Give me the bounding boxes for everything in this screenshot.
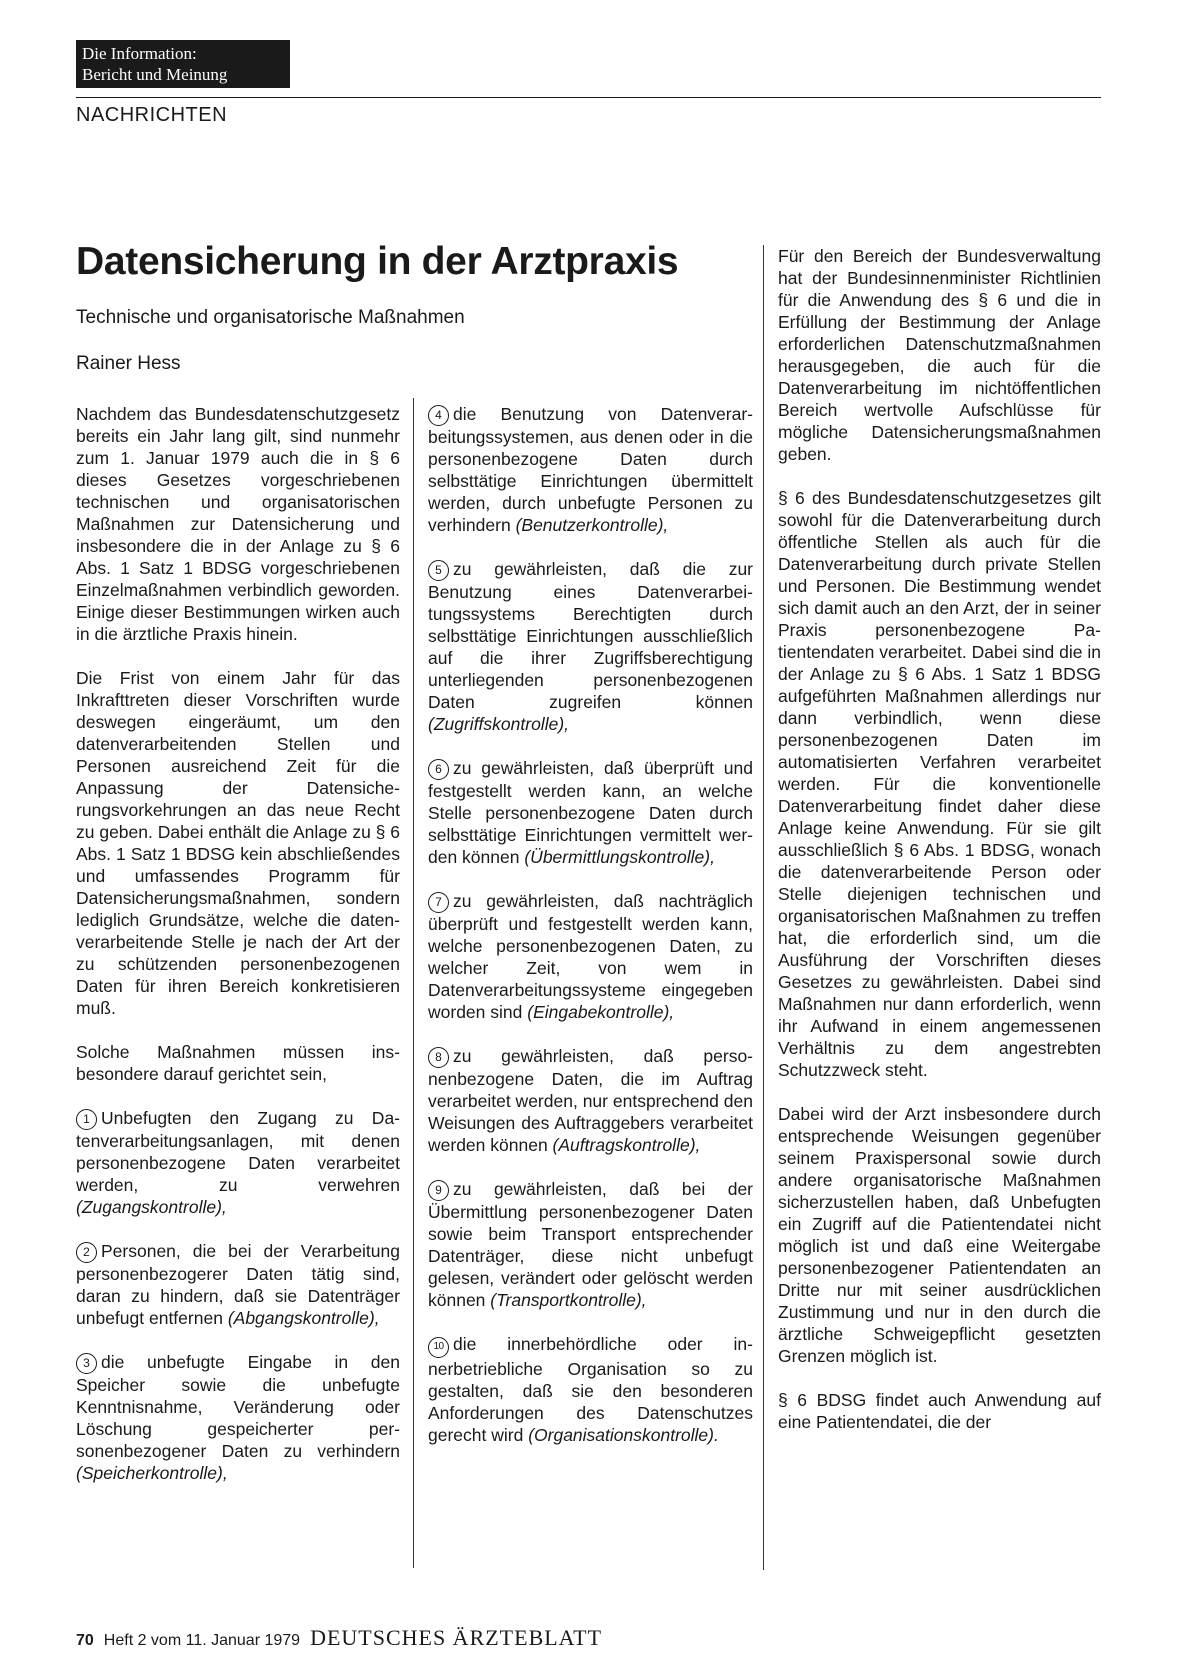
- list-item: [428, 403, 753, 536]
- circled-number: 4: [428, 405, 449, 426]
- brand-line-1: Die Information:: [82, 44, 197, 63]
- paragraph: Für den Bereich der Bundesverwaltung hat der Bundesinnenminister Richtlinien für die Anwendung des § 6 und die in Erfüllung der Bestimmung der Anlage erforderlichen Datenschutzmaßnahmen herausgegeben, die auch für die Datenverarbeitung im nichtöffentlichen Bereich wertvolle Aufschlüsse für mögliche Datensicherungsmaßnahmen geben.: [778, 246, 1101, 464]
- item-label: (Transportkontrolle),: [490, 1290, 647, 1310]
- circled-number: 5: [428, 560, 449, 581]
- column-rule-2: [763, 245, 764, 1570]
- column-3: [778, 245, 1101, 1433]
- item-label: (Benutzerkontrolle),: [515, 515, 669, 535]
- item-text: die innerbehördliche oder innerbetriebliche Organisation so zu gestalten, daß sie den besonderen Anforderungen des Datenschutzes gerecht wird: [428, 1334, 753, 1445]
- item-text: zu gewährleisten, daß die zur Benutzung eines Datenverarbeitungssystems Berechtigten durch selbsttätige Einrichtungen ausschließlich auf die ihrer Zugriffsberechtigung unterliegenden personenbezogenen Daten zugreifen können: [428, 559, 753, 712]
- circled-number: 9: [428, 1180, 449, 1201]
- list-item: [76, 1351, 400, 1484]
- page-number: 70: [76, 1632, 94, 1649]
- paragraph: § 6 BDSG findet auch Anwendung auf eine Patientendatei, die der: [778, 1390, 1101, 1432]
- brand-line-2: Bericht und Meinung: [82, 65, 228, 84]
- article-subtitle: Technische und organisatorische Maßnahmen: [76, 307, 465, 328]
- item-text: zu gewährleisten, daß bei der Übermittlung personenbezogener Daten sowie beim Transport entsprechender Datenträger, diese nicht unbefugt gelesen, verändert oder gelöscht werden können: [428, 1179, 753, 1310]
- section-label: NACHRICHTEN: [76, 104, 228, 126]
- paragraph: § 6 des Bundesdatenschutzgesetzes gilt sowohl für die Datenverarbeitung durch öffentliche Stellen als auch für die Datenverarbeitung durch private Stellen und Personen. Die Bestimmung wendet sich damit auch an den Arzt, der in seiner Praxis personenbezogene Patientendaten verarbeitet. Dabei sind die in der Anlage zu § 6 Abs. 1 Satz 1 BDSG aufgeführten Maßnahmen allerdings nur dann verbindlich, wenn diese personenbezogenen Daten im automatisierten Verfahren verarbeitet werden. Für die konventionelle Datenverarbeitung findet daher diese Anlage keine Anwendung. Für sie gilt ausschließlich § 6 Abs. 1 BDSG, wonach die datenverarbeitende Person oder Stelle diejenigen technischen und organisatorischen Maßnahmen zu treffen hat, die erforderlich sind, um die Ausführung der Vorschriften dieses Gesetzes zu gewährleisten. Dabei sind Maßnahmen nur dann erforderlich, wenn ihr Aufwand in einem angemessenen Verhältnis zu dem angestrebten Schutzzweck steht.: [778, 488, 1101, 1080]
- paragraph: Die Frist von einem Jahr für das Inkrafttreten dieser Vorschriften wurde deswegen eingeräumt, um den datenverarbeitenden Stellen und Personen ausreichend Zeit für die Anpassung der Datensicherungsvorkehrungen an das neue Recht zu geben. Dabei enthält die Anlage zu § 6 Abs. 1 Satz 1 BDSG kein abschließendes und umfassendes Programm für Datensicherungsmaßnahmen, sondern lediglich Grundsätze, welche die datenverarbeitende Stelle je nach der Art der zu schützenden personenbezogenen Daten für ihren Bereich konkretisieren muß.: [76, 668, 400, 1018]
- item-label: (Organisationskontrolle).: [528, 1425, 719, 1445]
- list-item: [428, 1333, 753, 1446]
- list-item: [76, 1107, 400, 1218]
- article-author: Rainer Hess: [76, 353, 181, 374]
- circled-number: 7: [428, 892, 449, 913]
- article-title: Datensicherung in der Arztpraxis: [76, 240, 679, 283]
- issue-info: Heft 2 vom 11. Januar 1979: [103, 1632, 301, 1649]
- list-item: [76, 1240, 400, 1329]
- circled-number: 2: [76, 1242, 97, 1263]
- item-text: die Benutzung von Datenverarbeitungssystemen, aus denen oder in die personenbezogene Daten durch selbsttätige Einrichtungen übermittelt werden, durch unbefugte Personen zu verhindern: [428, 404, 753, 535]
- item-text: die unbefugte Eingabe in den Speicher sowie die unbefugte Kenntnisnahme, Veränderung oder Löschung gespeicherter personenbezogener Daten zu verhindern: [76, 1352, 400, 1461]
- item-text: zu gewährleisten, daß nachträglich überprüft und festgestellt werden kann, welche personenbezogenen Daten, zu welcher Zeit, von wem in Datenverarbeitungssysteme eingegeben worden sind: [428, 891, 753, 1022]
- item-text: zu gewährleisten, daß überprüft und festgestellt werden kann, an welche Stelle personenbezogene Daten durch selbsttätige Einrichtungen vermittelt werden können: [428, 758, 753, 867]
- item-label: (Zugriffskontrolle),: [428, 714, 570, 734]
- header-rule: [76, 97, 1101, 98]
- circled-number: 3: [76, 1353, 97, 1374]
- paragraph: Solche Maßnahmen müssen insbesondere darauf gerichtet sein,: [76, 1042, 400, 1084]
- item-label: (Speicherkontrolle),: [76, 1463, 228, 1483]
- item-label: (Auftragskontrolle),: [552, 1135, 701, 1155]
- column-rule-1: [413, 398, 414, 1568]
- brand-box: [76, 40, 290, 88]
- circled-number: 6: [428, 759, 449, 780]
- paragraph: Dabei wird der Arzt insbesondere durch entsprechende Weisungen gegenüber seinem Praxispersonal sowie durch andere organisatorische Maßnahmen sicherzustellen haben, daß Unbefugten ein Zugriff auf die Patientendatei nicht möglich ist und daß eine Weitergabe personenbezogener Patientendaten an Dritte nur mit seiner ausdrücklichen Zustimmung und nur in den durch die ärztliche Schweigepflicht gesetzten Grenzen möglich ist.: [778, 1104, 1101, 1366]
- column-2: [428, 403, 753, 1446]
- item-label: (Eingabekontrolle),: [527, 1002, 675, 1022]
- page-footer: [76, 1625, 602, 1651]
- journal-name: DEUTSCHES ÄRZTEBLATT: [310, 1625, 603, 1650]
- item-text: zu gewährleisten, daß personenbezogene Daten, die im Auftrag verarbeitet werden, nur entsprechend den Weisungen des Auftraggebers verarbeitet werden können: [428, 1046, 753, 1155]
- item-text: Unbefugten den Zugang zu Datenverarbeitungsanlagen, mit denen personenbezogene Daten verarbeitet werden, zu verwehren: [76, 1108, 400, 1195]
- list-item: [428, 558, 753, 735]
- list-item: [428, 890, 753, 1023]
- item-label: (Übermittlungskontrolle),: [524, 847, 715, 867]
- item-label: (Abgangskontrolle),: [227, 1308, 380, 1328]
- list-item: [428, 757, 753, 868]
- list-item: [428, 1045, 753, 1156]
- list-item: [428, 1178, 753, 1311]
- circled-number: 1: [76, 1109, 97, 1130]
- circled-number: 8: [428, 1047, 449, 1068]
- item-text: Personen, die bei der Verarbeitung personenbezogerer Daten tätig sind, daran zu hindern, daß sie Datenträger unbefugt entfernen: [76, 1241, 400, 1328]
- column-1: [76, 403, 400, 1484]
- item-label: (Zugangskontrolle),: [76, 1197, 227, 1217]
- circled-number: 10: [428, 1337, 449, 1358]
- paragraph: Nachdem das Bundesdatenschutzgesetz bereits ein Jahr lang gilt, sind nunmehr zum 1. Januar 1979 auch die in § 6 dieses Gesetzes vorgeschriebenen technischen und organisatorischen Maßnahmen zur Datensicherung und insbesondere die in der Anlage zu § 6 Abs. 1 Satz 1 BDSG vorgeschriebenen Einzelmaßnahmen verbindlich geworden. Einige dieser Bestimmungen wirken auch in die ärztliche Praxis hinein.: [76, 404, 400, 644]
